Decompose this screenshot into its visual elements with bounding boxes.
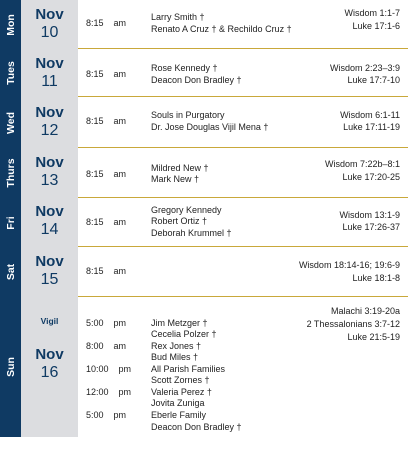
intention: Eberle Family	[151, 410, 207, 420]
mass-time: 8:15 am	[86, 69, 127, 79]
intention: Larry Smith †	[151, 12, 205, 22]
weekday-label: Fri	[4, 215, 17, 230]
day-number: 14	[40, 221, 59, 238]
date-box	[21, 297, 78, 437]
reading: 2 Thessalonians 3:7-12	[306, 319, 400, 329]
reading: Wisdom 13:1-9	[339, 210, 400, 220]
weekday-label-box	[0, 148, 21, 198]
month-label: Nov	[35, 253, 64, 270]
day-number: 10	[40, 24, 59, 41]
day-number: 16	[40, 364, 59, 381]
weekday-label: Sat	[4, 263, 17, 281]
intention: Mildred New †	[151, 163, 209, 173]
reading: Wisdom 7:22b–8:1	[324, 159, 400, 169]
weekday-label-box	[0, 97, 21, 148]
vigil-label: Vigil	[40, 316, 59, 326]
intention: Renato A Cruz † & Rechildo Cruz †	[151, 24, 292, 34]
reading: Wisdom 2:23–3:9	[329, 63, 400, 73]
intention: Gregory Kennedy	[151, 205, 222, 215]
mass-time: 8:15 am	[86, 169, 127, 179]
day-row-sat	[0, 247, 408, 297]
weekday-label: Sun	[4, 357, 17, 377]
intention: Deacon Don Bradley †	[151, 422, 242, 432]
intention: Deborah Krummel †	[151, 228, 232, 238]
reading: Luke 17:11-19	[343, 122, 400, 132]
day-number: 15	[40, 271, 59, 288]
reading: Wisdom 6:1-11	[340, 110, 400, 120]
weekday-label-box	[0, 297, 21, 437]
reading: Luke 21:5-19	[347, 332, 400, 342]
mass-time: 8:15 am	[86, 217, 127, 227]
day-row-mon	[0, 0, 408, 49]
mass-time: 10:00 pm	[86, 364, 132, 374]
day-number: 11	[41, 73, 58, 90]
date-box	[21, 49, 78, 97]
month-label: Nov	[35, 346, 64, 363]
mass-time: 5:00 pm	[86, 410, 127, 420]
reading: Malachi 3:19-20a	[330, 306, 400, 316]
intention: Rose Kennedy †	[151, 63, 218, 73]
date-box	[21, 148, 78, 198]
mass-time: 8:15 am	[86, 18, 127, 28]
day-number: 13	[40, 172, 59, 189]
mass-time: 5:00 pm	[86, 318, 127, 328]
reading: Luke 18:1-8	[352, 273, 400, 283]
intention: Robert Ortiz †	[151, 216, 208, 226]
month-label: Nov	[35, 203, 64, 220]
intention: Bud Miles †	[151, 352, 199, 362]
intention: Deacon Don Bradley †	[151, 75, 242, 85]
weekday-label-box	[0, 247, 21, 297]
intention: Dr. Jose Douglas Vijil Mena †	[151, 122, 269, 132]
weekday-label: Wed	[4, 111, 17, 134]
month-label: Nov	[35, 6, 64, 23]
intention: Valeria Perez †	[151, 387, 212, 397]
day-row-wed	[0, 97, 408, 148]
date-box	[21, 97, 78, 148]
intention: Souls in Purgatory	[151, 110, 225, 120]
date-box	[21, 247, 78, 297]
day-row-sun	[0, 297, 408, 437]
month-label: Nov	[35, 55, 64, 72]
weekday-label-box	[0, 0, 21, 49]
day-row-fri	[0, 198, 408, 247]
date-box	[21, 0, 78, 49]
intention: Mark New †	[151, 174, 200, 184]
reading: Wisdom 1:1-7	[344, 8, 400, 18]
weekday-label-box	[0, 49, 21, 97]
intention: Scott Zornes †	[151, 375, 210, 385]
reading: Luke 17:26-37	[342, 222, 400, 232]
weekday-label-box	[0, 198, 21, 247]
weekday-label: Mon	[4, 13, 17, 36]
day-number: 12	[40, 122, 59, 139]
reading: Wisdom 18:14-16; 19:6-9	[298, 260, 400, 270]
intention: Jovita Zuniga	[151, 398, 205, 408]
reading: Luke 17:20-25	[342, 172, 400, 182]
mass-time: 8:00 am	[86, 341, 127, 351]
reading: Luke 17:1-6	[352, 21, 400, 31]
mass-time: 8:15 am	[86, 266, 127, 276]
weekday-label: Thurs	[4, 158, 17, 188]
month-label: Nov	[35, 154, 64, 171]
intention: All Parish Families	[151, 364, 226, 374]
mass-time: 12:00 pm	[86, 387, 132, 397]
date-box	[21, 198, 78, 247]
intention: Rex Jones †	[151, 341, 202, 351]
day-row-tues	[0, 49, 408, 97]
intention: Cecelia Polzer †	[151, 329, 217, 339]
month-label: Nov	[35, 104, 64, 121]
weekday-label: Tues	[4, 61, 17, 85]
intention: Jim Metzger †	[151, 318, 208, 328]
reading: Luke 17:7-10	[347, 75, 400, 85]
day-row-thurs	[0, 148, 408, 198]
mass-time: 8:15 am	[86, 116, 127, 126]
